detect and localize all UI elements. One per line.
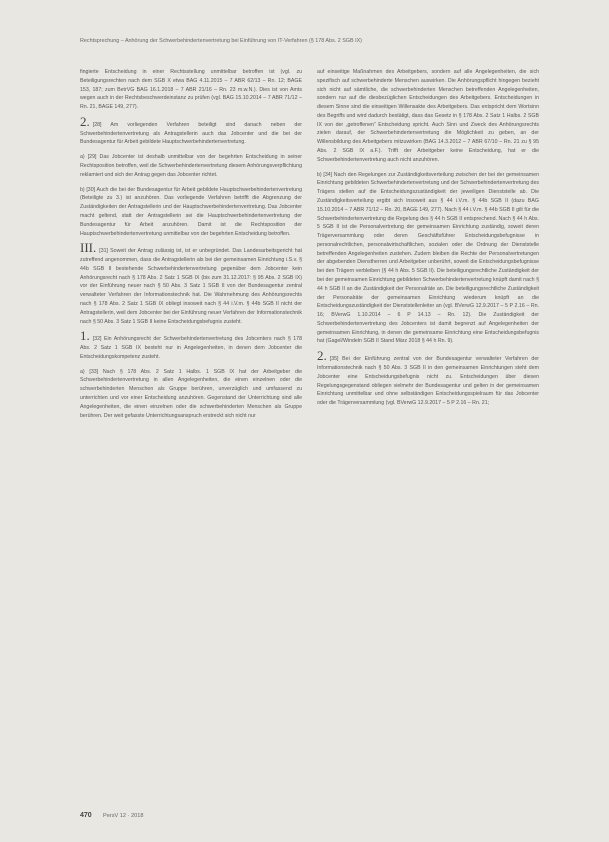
paragraph — [80, 368, 302, 421]
paragraph — [317, 348, 539, 408]
left-column — [80, 68, 302, 426]
paragraph — [80, 186, 302, 239]
paragraph — [317, 68, 539, 165]
paragraph — [80, 113, 302, 147]
paragraph-text: [28] Am vorliegenden Verfahren beteiligt sind danach neben der Schwerbehindertenvertretung als Antragstellerin auch das Jobcenter und die bei der Bundesagentur für Arbeit gebildete Hauptschwerbehindertenvertretung. — [80, 121, 302, 146]
paragraph — [80, 153, 302, 179]
paragraph-text: b) [30] Auch die bei der Bundesagentur für Arbeit gebildete Hauptschwerbehindertenvertretung (Beteiligte zu 3.) ist anzuhören. Das vorliegende Verfahren betrifft die Abgrenzung der Zuständigkeiten der Antragstellerin und der Hauptschwerbehindertenvertretung. Das Jobcenter macht geltend, statt der Antragstellerin sei die Hauptschwerbehindertenvertretung der Bundesagentur für Arbeit anzuhören. Damit ist die Rechtsposition der Hauptschwerbehindertenvertretung unmittelbar von der begehrten Entscheidung betroffen. — [80, 186, 302, 237]
paragraph-text: fingierte Entscheidung in einer Rechtsstellung unmittelbar betroffen ist (vgl. zu Beteiligungsrechten nach dem SGB X etwa BAG 4.11.2015 – 7 ABR 62/13 – Rn. 12; BAGE 153, 187; zum BetrVG BAG 16.1.2018 – 7 ABR 21/16 – Rn. 23 m.w.N.). Dies ist von Amts wegen auch in der Rechtsbeschwerdeinstanz zu prüfen (vgl. BAG 15.10.2014 – 7 ABR 71/12 – Rn. 21, BAGE 149, 277). — [80, 69, 302, 111]
journal-footer: PersV 12 · 2018 — [103, 813, 144, 819]
paragraph — [80, 328, 302, 361]
running-header: Rechtsprechung – Anhörung der Schwerbehindertenvertretung bei Einführung von IT-Verfahren (§ 178 Abs. 2 SGB IX) — [80, 38, 362, 44]
paragraph-text: b) [34] Nach den Regelungen zur Zuständigkeitsverteilung zwischen der bei der gemeinsamen Einrichtung gebildeten Schwerbehindertenvertretung und der Schwerbehindertenvertretung des Trägers stellen auf die Entscheidungszuständigkeit der jeweiligen Dienststelle ab. Die Zuständigkeitsverteilung ergibt sich insoweit aus § 44 i.V.m. § 44b SGB II (dazu BAG 15.10.2014 – 7 ABR 71/12 – Rn. 20, BAGE 149, 277). Nach § 44 i.V.m. § 44b SGB II gilt für die Schwerbehindertenvertretung die Regelung des § 44 h SGB II entsprechend. Nach § 44 h Abs. 5 SGB II ist die Personalvertretung der gemeinsamen Einrichtung zuständig, soweit deren Trägerversammlung oder deren Geschäftsführer Entscheidungsbefugnisse in personalrechtlichen, personalwirtschaftlichen, sozialen oder die Ordnung der Dienststelle betreffenden Angelegenheiten zustehen. Zudem bleiben die Rechte der Personalvertretungen der abgebenden Dienstherren und Arbeitgeber unberührt, soweit die Entscheidungsbefugnisse bei den Trägern verbleiben (§ 44 h Abs. 5 SGB II). Die beteiligungsrechtliche Zuständigkeit der bei der gemeinsamen Einrichtung gebildeten Schwerbehindertenvertretung knüpft damit nach § 44 h SGB II an die Zuständigkeit der Personalräte an. Die beteiligungsrechtliche Zuständigkeit der Personalräte der gemeinsamen Einrichtung wiederum knüpft an die Entscheidungszuständigkeit der Dienststellenleiter an (vgl. BVerwG 12.9.2017 – 5 P 2.16 – Rn. 16; BVerwG 1.10.2014 – 6 P 14.13 – Rn. 12). Die Zuständigkeit der Schwerbehindertenvertretung des Jobcenters ist damit begrenzt auf Angelegenheiten der gemeinsamen Einrichtung, in denen die gemeinsame Einrichtung eine Entscheidungsbefugnis hat (Gagel/Windeln SGB II Stand März 2018 § 44 h Rn. 9). — [317, 171, 539, 345]
paragraph-text: a) [33] Nach § 178 Abs. 2 Satz 1 Halbs. 1 SGB IX hat der Arbeitgeber die Schwerbehindertenvertretung in allen Angelegenheiten, die einen einzelnen oder die schwerbehinderten Menschen als Gruppe berühren, unverzüglich und umfassend zu unterrichten und vor einer Entscheidung anzuhören. Gegenstand der Unterrichtung sind alle Angelegenheiten, die einen einzelnen oder die schwerbehinderten Menschen als Gruppe berühren. Der weit gefasste Unterrichtungsanspruch erstreckt sich nicht nur — [80, 368, 302, 419]
paragraph-text: a) [29] Das Jobcenter ist deshalb unmittelbar von der begehrten Entscheidung in seiner Rechtsposition betroffen, weil die Schwerbehindertenvertretung diesem Anhörungsverpflichtung reklamiert und sich der Antrag gegen das Jobcenter richtet. — [80, 154, 302, 178]
right-column — [317, 68, 539, 414]
paragraph-text: auf einseitige Maßnahmen des Arbeitgebers, sondern auf alle Angelegenheiten, die sich spezifisch auf schwerbehinderte Menschen auswirken. Die Anhörungspflicht hingegen bezieht sich nicht auf sämtliche, die schwerbehinderten Menschen betreffenden Angelegenheiten, sondern nur auf die diesbezüglichen Entscheidungen des Arbeitgebers. Entscheidungen in diesem Sinne sind die einseitigen Willensakte des Arbeitgebers. Das entspricht dem Wortsinn des Begriffs und wird dadurch bestätigt, dass das Gesetz in § 178 Abs. 2 Satz 1 Halbs. 2 SGB IX von der „getroffenen“ Entscheidung spricht. Auch Sinn und Zweck des Anhörungsrechts zielen darauf, der Schwerbehindertenvertretung die Möglichkeit zu geben, an der Willensbildung des Arbeitgebers mitzuwirken (BAG 14.3.2012 – 7 ABR 67/10 – Rn. 21 zu § 95 Abs. 2 SGB IX a.F.). Trifft der Arbeitgeber keine Entscheidung, hat er die Schwerbehindertenvertretung auch nicht anzuhören. — [317, 69, 539, 163]
paragraph — [80, 240, 302, 326]
paragraph-text: [32] Ein Anhörungsrecht der Schwerbehindertenvertretung des Jobcenters nach § 178 Abs. 2 Satz 1 SGB IX besteht nur in Angelegenheiten, in denen dem Jobcenter die Entscheidungskompetenz zusteht. — [80, 336, 302, 360]
paragraph-text: [35] Bei der Einführung zentral von der Bundesagentur verwalteter Verfahren der Informationstechnik nach § 50 Abs. 3 SGB II in den gemeinsamen Einrichtungen steht dem Jobcenter eine Entscheidungsbefugnis nicht zu. Entscheidungen über diesen Regelungsgegenstand obliegen vielmehr der Bundesagentur und gelten in der gemeinsamen Einrichtung unmittelbar und ohne selbständigen Entscheidungsspielraum für das Jobcenter oder die Trägerversammlung (vgl. BVerwG 12.9.2017 – 5 P 2.16 – Rn. 21; — [317, 356, 539, 407]
paragraph-text: [31] Soweit der Antrag zulässig ist, ist er unbegründet. Das Landesarbeitsgericht hat zutreffend angenommen, dass die Antragstellerin als bei der gemeinsamen Einrichtung i.S.v. § 44b SGB II bestehende Schwerbehindertenvertretung gegenüber dem Jobcenter kein Anhörungsrecht nach § 178 Abs. 2 Satz 1 SGB IX (bis zum 31.12.2017: § 95 Abs. 2 SGB IX) vor der Einführung neuer nach § 50 Abs. 3 Satz 1 SGB II von der Bundesagentur zentral verwalteter Verfahren der Informationstechnik hat. Die Wahrnehmung des Anhörungsrechts nach § 178 Abs. 2 Satz 1 SGB IX obliegt insoweit nach § 44 i.V.m. § 44b SGB II nicht der Antragstellerin, weil dem Jobcenter bei der Einführung neuer Verfahren der Informationstechnik nach § 50 Abs. 3 Satz 1 SGB II keine Entscheidungsbefugnis zusteht. — [80, 248, 302, 325]
page-number: 470 — [80, 812, 92, 819]
paragraph — [80, 68, 302, 112]
section-number: 2. — [80, 113, 90, 129]
section-number: 2. — [317, 348, 327, 364]
paragraph — [317, 171, 539, 347]
section-number: 1. — [80, 328, 90, 344]
section-number: III. — [80, 240, 97, 256]
